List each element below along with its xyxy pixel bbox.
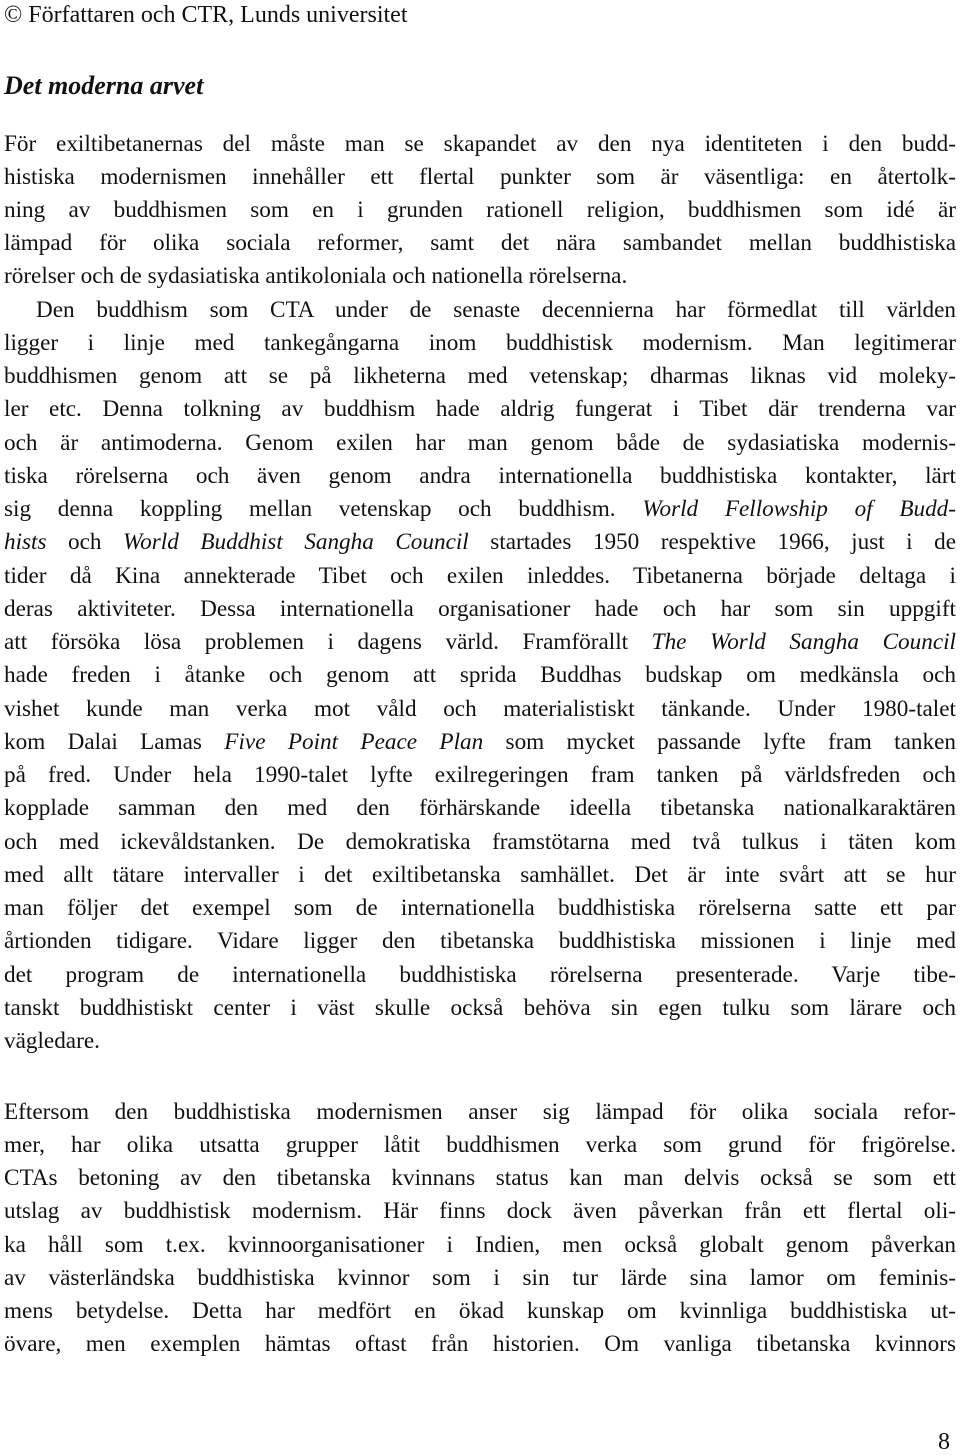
text-line: ning av buddhismen som en i grunden rationell religion, buddhismen som idé är <box>4 197 956 223</box>
text-line: deras aktiviteter. Dessa internationella organisationer hade och har som sin uppgift <box>4 596 956 622</box>
text-line: ka håll som t.ex. kvinnoorganisationer i Indien, men också globalt genom påverkan <box>4 1232 956 1258</box>
text-line: utslag av buddhistisk modernism. Här finns dock även påverkan från ett flertal oli- <box>4 1198 956 1224</box>
text-line: vägledare. <box>4 1028 100 1054</box>
text-line: buddhismen genom att se på likheterna med vetenskap; dharmas liknas vid moleky- <box>4 363 956 389</box>
text-line: tiska rörelserna och även genom andra internationella buddhistiska kontakter, lärt <box>4 463 956 489</box>
text-line: Eftersom den buddhistiska modernismen anser sig lämpad för olika sociala refor- <box>4 1099 956 1125</box>
text-line: hade freden i åtanke och genom att sprida Buddhas budskap om medkänsla och <box>4 662 956 688</box>
text-line: och med ickevåldstanken. De demokratiska framstötarna med två tulkus i täten kom <box>4 829 956 855</box>
text-line: Den buddhism som CTA under de senaste decennierna har förmedlat till världen <box>36 297 956 323</box>
text-line: lämpad för olika sociala reformer, samt det nära sambandet mellan buddhistiska <box>4 230 956 256</box>
text-line: kom Dalai Lamas Five Point Peace Plan som mycket passande lyfte fram tanken <box>4 729 956 755</box>
italic-title: hists <box>4 529 47 555</box>
text-line: mer, har olika utsatta grupper låtit buddhismen verka som grund för frigörelse. <box>4 1132 956 1158</box>
text-line: sig denna koppling mellan vetenskap och buddhism. World Fellowship of Budd- <box>4 496 956 522</box>
text-line: hists och World Buddhist Sangha Council startades 1950 respektive 1966, just i de <box>4 529 956 555</box>
italic-title: World Fellowship of Budd- <box>642 496 956 522</box>
text-line: För exiltibetanernas del måste man se skapandet av den nya identiteten i den budd- <box>4 131 956 157</box>
text-line: övare, men exemplen hämtas oftast från historien. Om vanliga tibetanska kvinnors <box>4 1331 956 1357</box>
text-line: ler etc. Denna tolkning av buddhism hade aldrig fungerat i Tibet där trenderna var <box>4 396 956 422</box>
section-title: Det moderna arvet <box>4 71 204 100</box>
text-line: rörelser och de sydasiatiska antikoloniala och nationella rörelserna. <box>4 263 628 289</box>
text-line: av västerländska buddhistiska kvinnor som i sin tur lärde sina lamor om feminis- <box>4 1265 956 1291</box>
copyright-header: © Författaren och CTR, Lunds universitet <box>4 2 408 28</box>
text-line: att försöka lösa problemen i dagens värld. Framförallt The World Sangha Council <box>4 629 956 655</box>
text-line: vishet kunde man verka mot våld och materialistiskt tänkande. Under 1980-talet <box>4 696 956 722</box>
text-line: årtionden tidigare. Vidare ligger den tibetanska buddhistiska missionen i linje med <box>4 928 956 954</box>
text-line: CTAs betoning av den tibetanska kvinnans status kan man delvis också se som ett <box>4 1165 956 1191</box>
text-line: och är antimoderna. Genom exilen har man genom både de sydasiatiska modernis- <box>4 430 956 456</box>
text-line: kopplade samman den med den förhärskande ideella tibetanska nationalkaraktären <box>4 795 956 821</box>
text-line: histiska modernismen innehåller ett flertal punkter som är väsentliga: en återtolk- <box>4 164 956 190</box>
text-line: ligger i linje med tankegångarna inom buddhistisk modernism. Man legitimerar <box>4 330 956 356</box>
text-line: man följer det exempel som de internationella buddhistiska rörelserna satte ett par <box>4 895 956 921</box>
text-line: mens betydelse. Detta har medfört en ökad kunskap om kvinnliga buddhistiska ut- <box>4 1298 956 1324</box>
text-line: tanskt buddhistiskt center i väst skulle också behöva sin egen tulku som lärare och <box>4 995 956 1021</box>
text-line: med allt tätare intervaller i det exiltibetanska samhället. Det är inte svårt att se hur <box>4 862 956 888</box>
text-line: tider då Kina annekterade Tibet och exilen inleddes. Tibetanerna började deltaga i <box>4 563 956 589</box>
text-line: på fred. Under hela 1990-talet lyfte exilregeringen fram tanken på världsfreden och <box>4 762 956 788</box>
italic-title: World Buddhist Sangha Council <box>123 529 469 555</box>
italic-title: The World Sangha Council <box>651 629 956 655</box>
page-number: 8 <box>938 1429 950 1455</box>
text-line: det program de internationella buddhistiska rörelserna presenterade. Varje tibe- <box>4 962 956 988</box>
italic-title: Five Point Peace Plan <box>224 729 484 755</box>
